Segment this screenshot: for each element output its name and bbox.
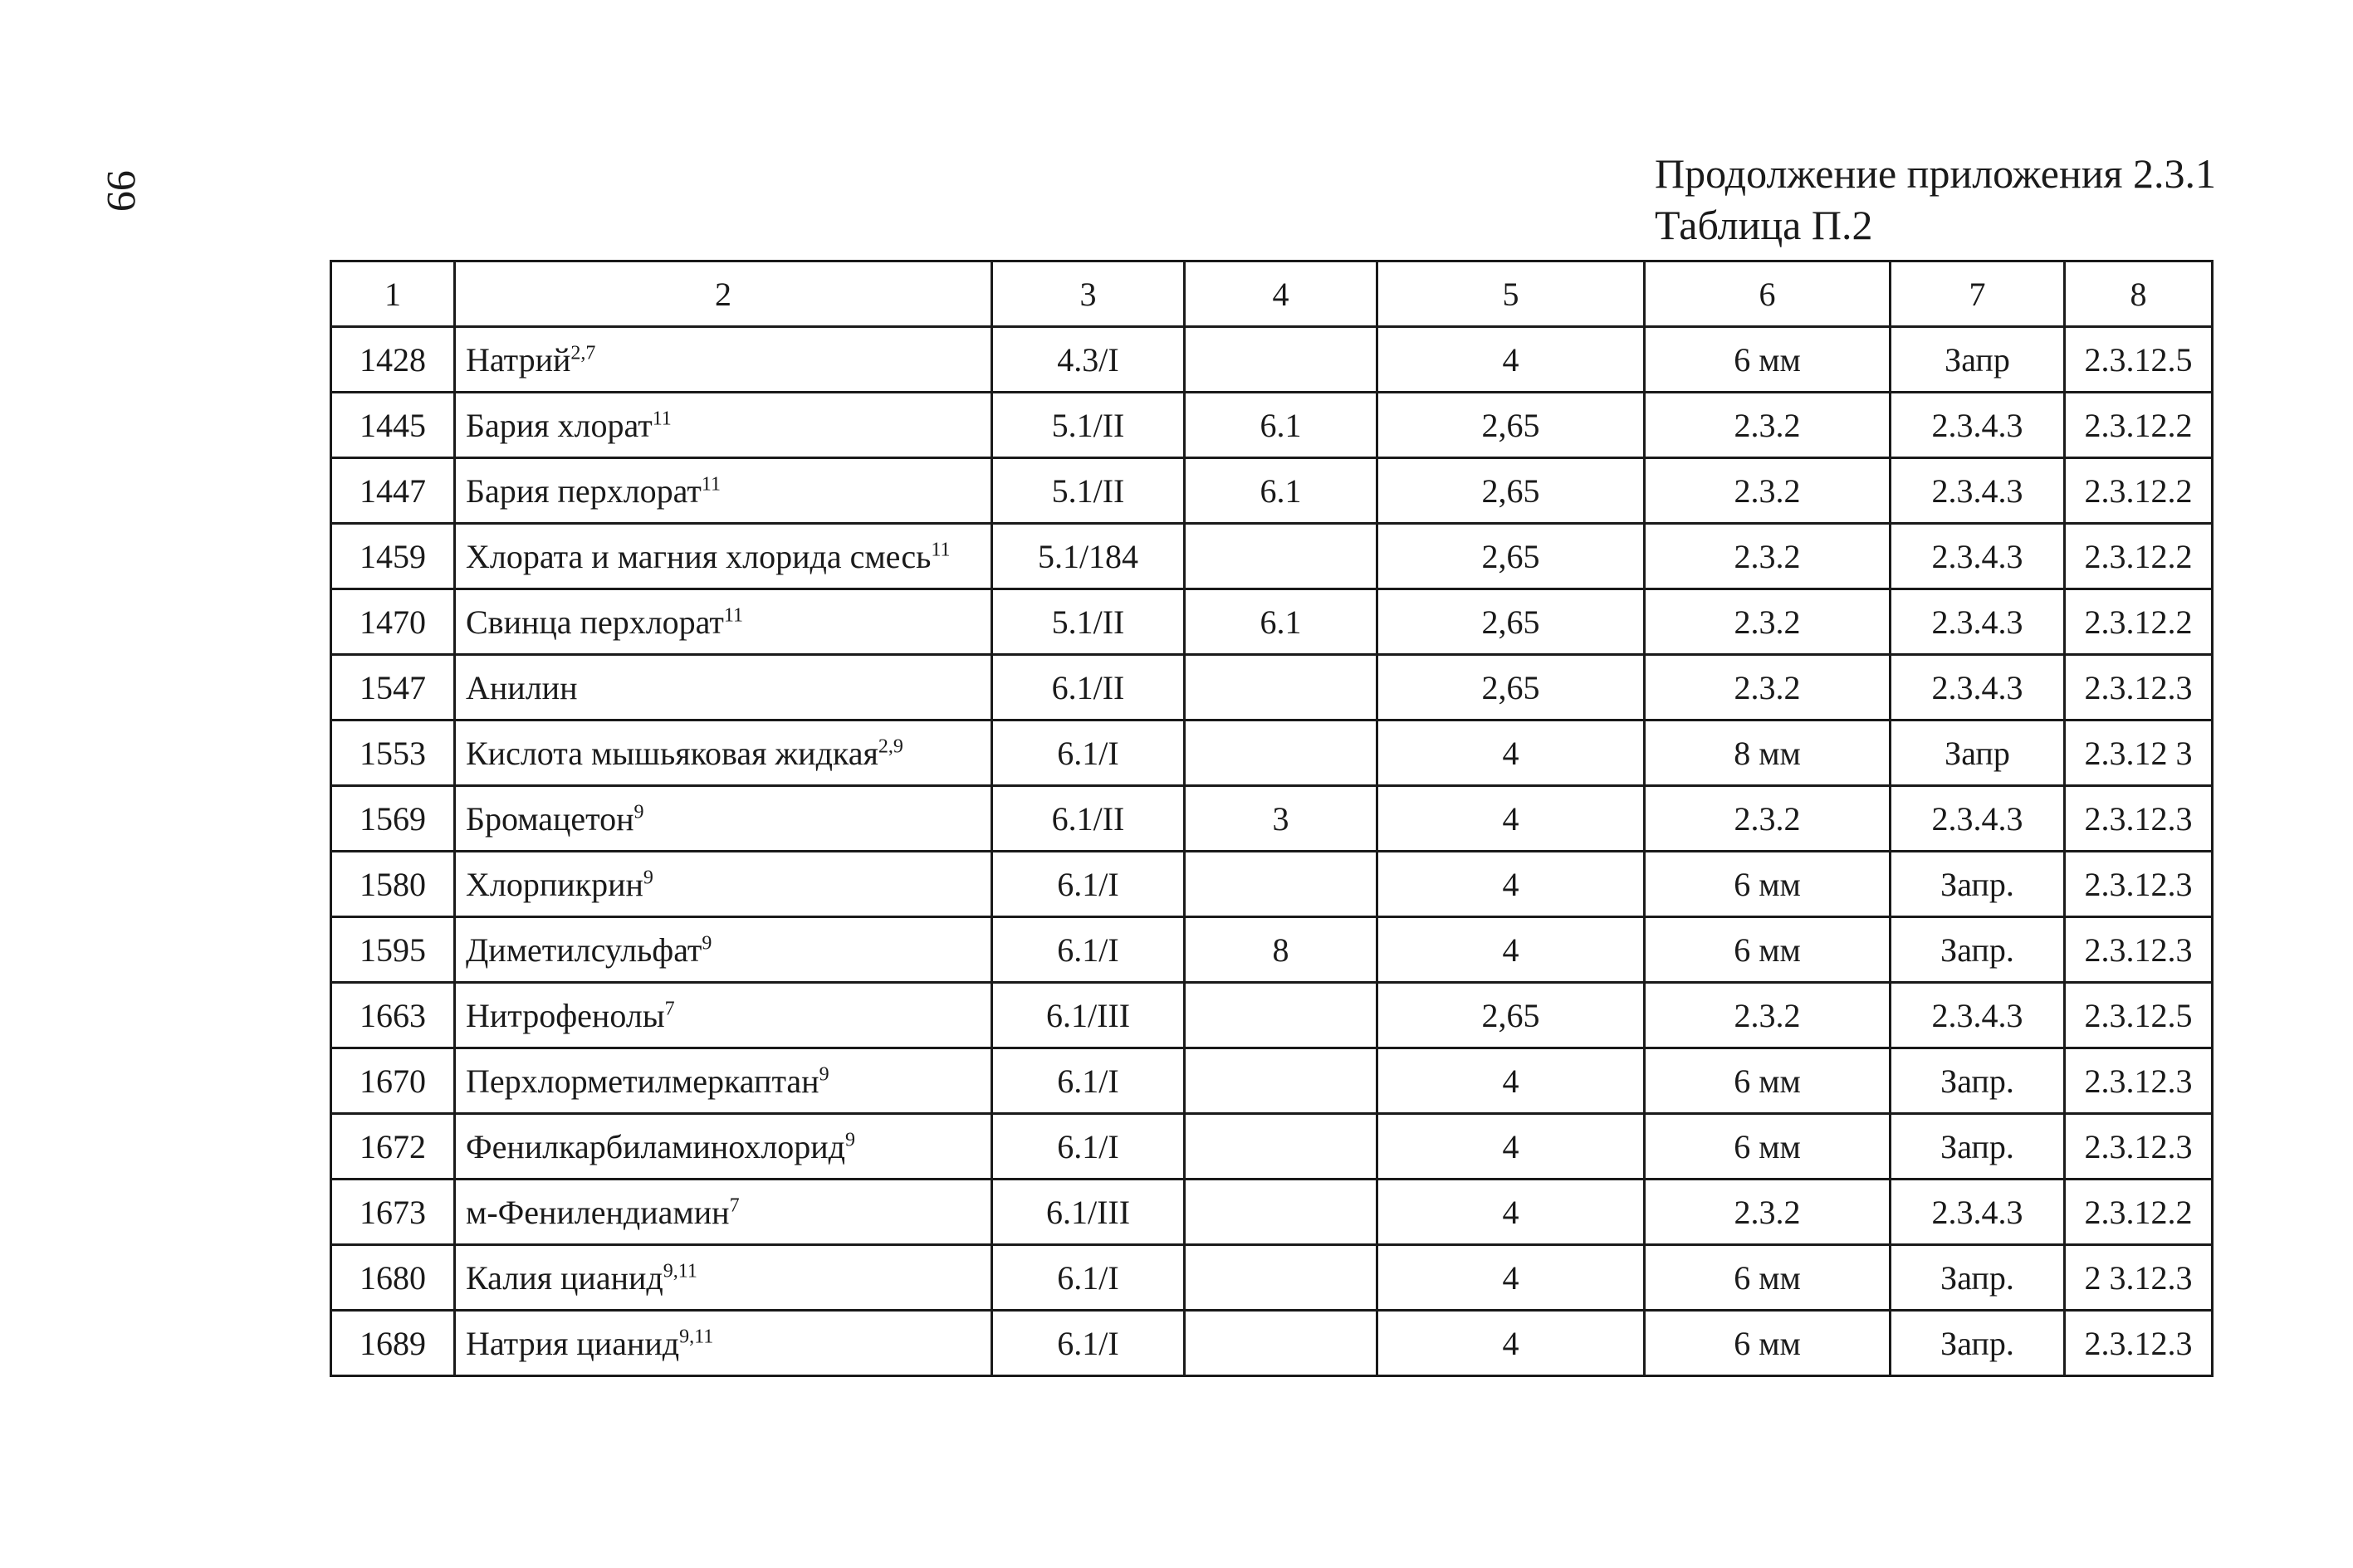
table-cell: 4	[1377, 1114, 1645, 1180]
table-row	[331, 393, 2213, 458]
substance-name-cell	[455, 917, 992, 983]
table-cell: 6.1	[1185, 589, 1377, 655]
table-row	[331, 983, 2213, 1048]
table-cell: 6.1/I	[992, 1311, 1185, 1376]
table-cell: 6.1/I	[992, 1114, 1185, 1180]
table-cell: 4	[1377, 852, 1645, 917]
table-cell: 6 мм	[1645, 1048, 1891, 1114]
table-cell: 1547	[331, 655, 455, 720]
table-cell: 6.1/II	[992, 786, 1185, 852]
table-cell: 1428	[331, 327, 455, 393]
table-cell: 6 мм	[1645, 852, 1891, 917]
substance-name-cell	[455, 655, 992, 720]
footnote-reference: 11	[931, 539, 951, 561]
table-cell: 4	[1377, 1048, 1645, 1114]
header-cell: 7	[1891, 261, 2065, 327]
footnote-reference: 9,11	[663, 1260, 697, 1282]
table-cell: 2.3.12.3	[2065, 917, 2213, 983]
footnote-reference: 11	[652, 408, 672, 430]
substance-name-cell	[455, 327, 992, 393]
table-cell: 6 мм	[1645, 917, 1891, 983]
table-cell: 2,65	[1377, 655, 1645, 720]
table-cell: 2,65	[1377, 983, 1645, 1048]
table-cell: Запр.	[1891, 1245, 2065, 1311]
table-cell: 2.3.12.2	[2065, 589, 2213, 655]
table-cell: 1445	[331, 393, 455, 458]
table-cell: 2.3.12.2	[2065, 458, 2213, 524]
table-cell: Запр.	[1891, 1311, 2065, 1376]
appendix-continuation-title: Продолжение приложения 2.3.1	[1655, 150, 2217, 197]
table-cell: 2.3.4.3	[1891, 589, 2065, 655]
substance-name: Бария перхлорат	[466, 471, 702, 510]
substance-name-cell	[455, 786, 992, 852]
table-cell: 3	[1185, 786, 1377, 852]
table-cell: 4	[1377, 720, 1645, 786]
footnote-reference: 9	[643, 867, 653, 889]
table-cell: 1595	[331, 917, 455, 983]
table-cell: 2.3.2	[1645, 655, 1891, 720]
table-row	[331, 1311, 2213, 1376]
footnote-reference: 9	[702, 932, 712, 955]
table-cell: 1680	[331, 1245, 455, 1311]
substance-name: Калия цианид	[466, 1258, 663, 1297]
table-cell	[1185, 1180, 1377, 1245]
table-cell: Запр.	[1891, 1114, 2065, 1180]
footnote-reference: 9	[819, 1063, 829, 1086]
table-cell	[1185, 1048, 1377, 1114]
table-row	[331, 524, 2213, 589]
table-cell: 1569	[331, 786, 455, 852]
header-cell: 6	[1645, 261, 1891, 327]
substance-name: Бария хлорат	[466, 406, 653, 444]
table-cell: 2.3.2	[1645, 589, 1891, 655]
substance-name-cell	[455, 852, 992, 917]
table-cell: 2,65	[1377, 589, 1645, 655]
table-cell: 6 мм	[1645, 1311, 1891, 1376]
table-cell: 2.3.12.3	[2065, 1114, 2213, 1180]
table-cell: Запр	[1891, 720, 2065, 786]
table-cell: 4	[1377, 1245, 1645, 1311]
table-cell: 2.3.12.2	[2065, 524, 2213, 589]
header-cell: 3	[992, 261, 1185, 327]
table-cell: 2.3.12 3	[2065, 720, 2213, 786]
substance-name: Фенилкарбиламинохлорид	[466, 1127, 846, 1165]
table-cell	[1185, 524, 1377, 589]
table-cell: 2.3.4.3	[1891, 458, 2065, 524]
table-cell: 4	[1377, 786, 1645, 852]
substance-name: Диметилсульфат	[466, 931, 702, 969]
table-cell: 5.1/184	[992, 524, 1185, 589]
substances-table	[330, 260, 2214, 1377]
footnote-reference: 11	[723, 604, 743, 627]
substance-name-cell	[455, 524, 992, 589]
table-cell: 1689	[331, 1311, 455, 1376]
table-cell: 6.1/I	[992, 1245, 1185, 1311]
table-cell	[1185, 327, 1377, 393]
table-cell: 8 мм	[1645, 720, 1891, 786]
page-number: 99	[99, 170, 145, 212]
table-cell: 2.3.12.2	[2065, 393, 2213, 458]
table-cell: 1673	[331, 1180, 455, 1245]
table-cell	[1185, 720, 1377, 786]
table-cell: 1470	[331, 589, 455, 655]
substance-name-cell	[455, 1048, 992, 1114]
table-cell: 2.3.2	[1645, 393, 1891, 458]
table-cell: 1663	[331, 983, 455, 1048]
footnote-reference: 9	[634, 801, 644, 823]
table-caption: Таблица П.2	[1655, 202, 1873, 248]
table-cell: 2.3.12.3	[2065, 786, 2213, 852]
table-cell: 1459	[331, 524, 455, 589]
table-body	[331, 327, 2213, 1376]
table-row	[331, 852, 2213, 917]
table-cell: 4	[1377, 327, 1645, 393]
table-cell: 1670	[331, 1048, 455, 1114]
substance-name: Хлората и магния хлорида смесь	[466, 537, 932, 575]
table-cell: 2.3.4.3	[1891, 524, 2065, 589]
header-cell: 2	[455, 261, 992, 327]
table-cell: 6.1/III	[992, 1180, 1185, 1245]
table-cell: 5.1/II	[992, 393, 1185, 458]
header-cell: 8	[2065, 261, 2213, 327]
footnote-reference: 9,11	[679, 1326, 714, 1348]
table-row	[331, 589, 2213, 655]
table-cell: 2.3.2	[1645, 1180, 1891, 1245]
substance-name-cell	[455, 458, 992, 524]
table-cell: 6.1	[1185, 393, 1377, 458]
substance-name: Натрия цианид	[466, 1324, 680, 1362]
substance-name: Натрий	[466, 340, 571, 379]
table-cell: 2.3.12.5	[2065, 327, 2213, 393]
substance-name-cell	[455, 1311, 992, 1376]
header-row	[331, 261, 2213, 327]
table-row	[331, 1048, 2213, 1114]
table-row	[331, 720, 2213, 786]
table-cell: 6.1/II	[992, 655, 1185, 720]
table-cell: 2.3.12.3	[2065, 1311, 2213, 1376]
table-cell: 2.3.4.3	[1891, 983, 2065, 1048]
table-row	[331, 655, 2213, 720]
table-cell	[1185, 1114, 1377, 1180]
footnote-reference: 7	[729, 1194, 740, 1217]
footnote-reference: 2,9	[878, 735, 903, 758]
substance-name: Кислота мышьяковая жидкая	[466, 734, 878, 772]
table-cell: 2,65	[1377, 458, 1645, 524]
table-cell: 6.1/III	[992, 983, 1185, 1048]
table-cell: 2.3.12.5	[2065, 983, 2213, 1048]
table-cell: 6.1/I	[992, 917, 1185, 983]
table-cell	[1185, 655, 1377, 720]
table-cell: 6 мм	[1645, 1245, 1891, 1311]
heading	[1655, 148, 2216, 251]
table-cell: 4	[1377, 1311, 1645, 1376]
substance-name-cell	[455, 393, 992, 458]
table-cell: 1672	[331, 1114, 455, 1180]
table-cell: 2.3.2	[1645, 983, 1891, 1048]
header-cell: 1	[331, 261, 455, 327]
table-cell: 4	[1377, 917, 1645, 983]
table-cell: 6 мм	[1645, 327, 1891, 393]
table-row	[331, 786, 2213, 852]
substance-name-cell	[455, 983, 992, 1048]
table-cell: 2.3.2	[1645, 786, 1891, 852]
table-cell: Запр	[1891, 327, 2065, 393]
table-cell	[1185, 983, 1377, 1048]
table-cell: 2.3.12.3	[2065, 1048, 2213, 1114]
table-cell: 2.3.4.3	[1891, 1180, 2065, 1245]
table-row	[331, 1245, 2213, 1311]
substance-name-cell	[455, 1180, 992, 1245]
table-cell: 2.3.12.3	[2065, 655, 2213, 720]
substance-name: Нитрофенолы	[466, 996, 665, 1034]
substance-name-cell	[455, 1245, 992, 1311]
table-cell: 2.3.2	[1645, 458, 1891, 524]
substance-name-cell	[455, 720, 992, 786]
substance-name: Хлорпикрин	[466, 865, 643, 903]
substance-name-cell	[455, 1114, 992, 1180]
table-cell: 2 3.12.3	[2065, 1245, 2213, 1311]
table-cell: 8	[1185, 917, 1377, 983]
table-cell: Запр.	[1891, 1048, 2065, 1114]
table-cell: 5.1/II	[992, 458, 1185, 524]
table-cell: 2.3.12.2	[2065, 1180, 2213, 1245]
table-cell: Запр.	[1891, 917, 2065, 983]
footnote-reference: 7	[664, 998, 675, 1020]
table-cell	[1185, 1245, 1377, 1311]
table-row	[331, 458, 2213, 524]
footnote-reference: 11	[701, 473, 721, 496]
table-row	[331, 917, 2213, 983]
table-cell: 2,65	[1377, 524, 1645, 589]
table-row	[331, 327, 2213, 393]
substance-name: м-Фенилендиамин	[466, 1193, 730, 1231]
table-cell: 2.3.12.3	[2065, 852, 2213, 917]
table-cell: 1553	[331, 720, 455, 786]
table-cell: 1447	[331, 458, 455, 524]
table-cell	[1185, 852, 1377, 917]
header-cell: 4	[1185, 261, 1377, 327]
header-cell: 5	[1377, 261, 1645, 327]
table-cell: 2.3.4.3	[1891, 655, 2065, 720]
substance-name: Свинца перхлорат	[466, 603, 724, 641]
table-row	[331, 1114, 2213, 1180]
table-cell: 6 мм	[1645, 1114, 1891, 1180]
substance-name: Анилин	[466, 668, 578, 706]
table-cell: 4.3/I	[992, 327, 1185, 393]
table-cell: Запр.	[1891, 852, 2065, 917]
substance-name: Перхлорметилмеркаптан	[466, 1062, 819, 1100]
table-cell: 6.1/I	[992, 852, 1185, 917]
table-cell: 4	[1377, 1180, 1645, 1245]
table-cell: 6.1	[1185, 458, 1377, 524]
table-cell: 2,65	[1377, 393, 1645, 458]
table-cell: 2.3.4.3	[1891, 393, 2065, 458]
table-cell: 1580	[331, 852, 455, 917]
substance-name: Бромацетон	[466, 799, 634, 838]
table-cell	[1185, 1311, 1377, 1376]
footnote-reference: 2,7	[570, 342, 596, 364]
table-cell: 6.1/I	[992, 720, 1185, 786]
table-cell: 2.3.4.3	[1891, 786, 2065, 852]
table-cell: 6.1/I	[992, 1048, 1185, 1114]
substance-name-cell	[455, 589, 992, 655]
table-cell: 2.3.2	[1645, 524, 1891, 589]
table-row	[331, 1180, 2213, 1245]
table-cell: 5.1/II	[992, 589, 1185, 655]
footnote-reference: 9	[845, 1129, 856, 1151]
